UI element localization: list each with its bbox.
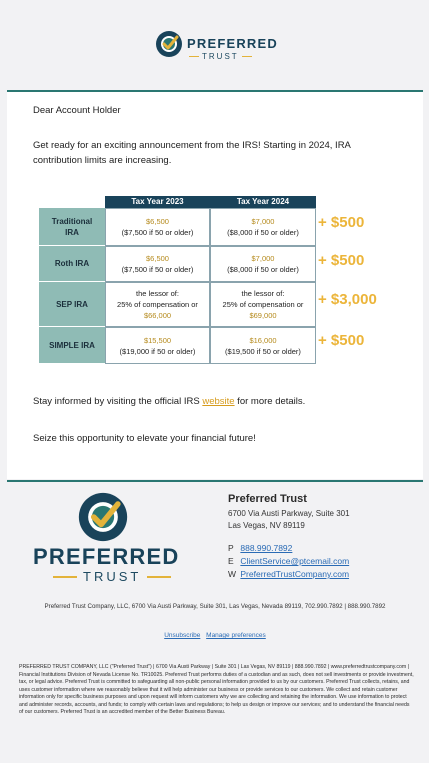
row-label-sep-ira: SEP IRA <box>39 282 105 327</box>
cell-traditional-2023: $6,500 ($7,500 if 50 or older) <box>105 208 210 246</box>
row-label-traditional-ira: Traditional IRA <box>39 208 105 246</box>
footer-address-line2: Las Vegas, NV 89119 <box>228 521 305 530</box>
footer-brand-name: PREFERRED <box>33 544 180 569</box>
table-header-2024: Tax Year 2024 <box>210 196 316 208</box>
website-link[interactable]: PreferredTrustCompany.com <box>240 569 350 579</box>
email-header <box>0 0 429 90</box>
header-brand-sub: TRUST <box>186 52 255 61</box>
manage-preferences-link[interactable]: Manage preferences <box>206 632 266 639</box>
irs-website-link[interactable]: website <box>202 396 235 407</box>
row-label-roth-ira: Roth IRA <box>39 246 105 282</box>
email-body <box>7 92 423 479</box>
preferred-trust-logo-icon <box>155 30 183 58</box>
cell-simple-2024: $16,000 ($19,500 if 50 or older) <box>210 327 316 364</box>
legal-disclaimer: PREFERRED TRUST COMPANY, LLC ("Preferred Trust") | 6700 Via Austi Parkway | Suite 301 | Las Vegas, NV 89119 | 888.990.7892 | www.preferredtrustcompany.com | Financial Institutions Division of Nevada License No. TR10025. Preferred Trust performs duties of a custodian and as such, does not sell investments or provide investment, tax, or legal advice. Preferred Trust is committed to safeguarding all non-public personal information provided to us by our customers. Preferred Trust collects, retains, and uses customer information where we reasonably believe that it will help administer our business or provide services to our customers. We collect and retain customer information only for specific business purposes and upon request will inform customers why we are collecting and retaining the information. We use information to protect and administer records, accounts, and funds; to comply with certain laws and regulations; to help us design or improve our services; and to understand the financial needs of our customers. Preferred Trust is an accredited member of the Better Business Bureau. <box>19 664 414 715</box>
footer-website: W PreferredTrustCompany.com <box>228 569 350 579</box>
cell-sep-2024: the lessor of: 25% of compensation or $69,000 <box>210 282 316 327</box>
greeting: Dear Account Holder <box>33 105 121 116</box>
stay-informed-paragraph: Stay informed by visiting the official IRS website for more details. <box>33 396 306 407</box>
footer-address-line1: 6700 Via Austi Parkway, Suite 301 <box>228 509 350 518</box>
delta-sep: + $3,000 <box>318 291 377 308</box>
cell-roth-2024: $7,000 ($8,000 if 50 or older) <box>210 246 316 282</box>
email-footer <box>7 482 423 763</box>
delta-roth: + $500 <box>318 252 365 269</box>
row-label-simple-ira: SIMPLE IRA <box>39 327 105 364</box>
table-header-2023: Tax Year 2023 <box>105 196 210 208</box>
footer-info-line: Preferred Trust Company, LLC, 6700 Via Austi Parkway, Suite 301, Las Vegas, Nevada 89119, 702.990.7892 | 888.990.7892 <box>44 603 386 610</box>
delta-simple: + $500 <box>318 332 365 349</box>
cell-roth-2023: $6,500 ($7,500 if 50 or older) <box>105 246 210 282</box>
footer-phone: P 888.990.7892 <box>228 543 293 553</box>
phone-link[interactable]: 888.990.7892 <box>240 543 293 553</box>
cell-traditional-2024: $7,000 ($8,000 if 50 or older) <box>210 208 316 246</box>
footer-company-name: Preferred Trust <box>228 493 307 505</box>
footer-logo-icon <box>77 491 129 543</box>
unsubscribe-link[interactable]: Unsubscribe <box>164 632 201 639</box>
delta-traditional: + $500 <box>318 214 365 231</box>
intro-paragraph: Get ready for an exciting announcement from the IRS! Starting in 2024, IRA contribution limits are increasing. <box>33 140 351 166</box>
footer-links <box>7 632 423 639</box>
cell-sep-2023: the lessor of: 25% of compensation or $66,000 <box>105 282 210 327</box>
footer-brand-sub: TRUST <box>47 568 177 584</box>
email-link[interactable]: ClientService@ptcemail.com <box>240 556 350 566</box>
cell-simple-2023: $15,500 ($19,000 if 50 or older) <box>105 327 210 364</box>
footer-email: E ClientService@ptcemail.com <box>228 556 350 566</box>
header-brand-name: PREFERRED <box>187 36 278 51</box>
closing-paragraph: Seize this opportunity to elevate your financial future! <box>33 433 256 444</box>
